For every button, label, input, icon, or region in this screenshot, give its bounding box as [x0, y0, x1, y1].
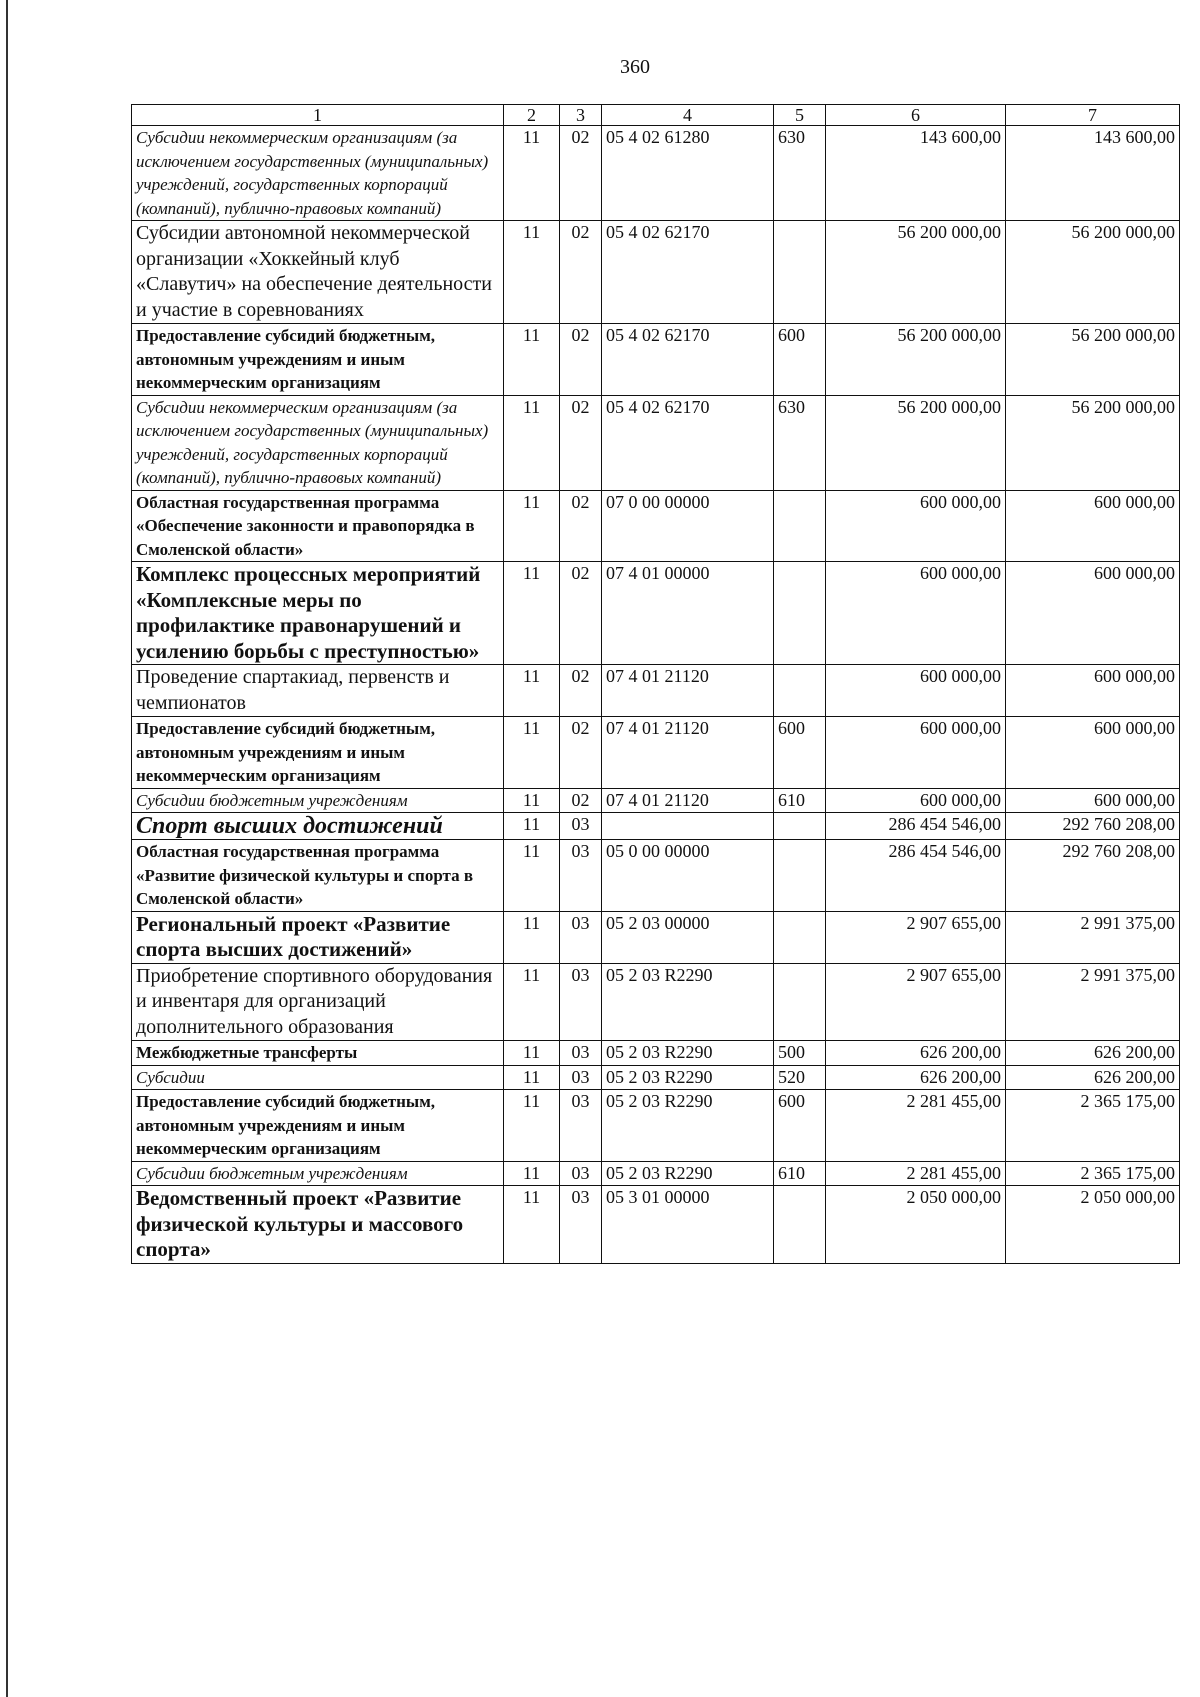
target-article-code: 05 4 02 62170 [602, 395, 774, 490]
subsection-code: 03 [560, 911, 602, 963]
section-code: 11 [504, 717, 560, 789]
amount-year-1: 2 907 655,00 [826, 963, 1006, 1041]
target-article-code: 05 2 03 00000 [602, 911, 774, 963]
target-article-code: 05 2 03 R2290 [602, 1090, 774, 1162]
table-row [132, 1186, 1180, 1264]
section-code: 11 [504, 788, 560, 813]
amount-year-2: 2 991 375,00 [1006, 963, 1180, 1041]
amount-year-2: 292 760 208,00 [1006, 840, 1180, 912]
subsection-code: 02 [560, 562, 602, 665]
amount-year-2: 600 000,00 [1006, 717, 1180, 789]
column-header: 2 [504, 105, 560, 126]
row-name: Субсидии некоммерческим организациям (за исключением государственных (муниципальных) учреждений, государственных корпораций (компаний), публично-правовых компаний) [132, 395, 504, 490]
expense-type-code [774, 1186, 826, 1264]
table-row [132, 126, 1180, 221]
expense-type-code [774, 963, 826, 1041]
subsection-code: 03 [560, 1090, 602, 1162]
amount-year-1: 56 200 000,00 [826, 221, 1006, 324]
expense-type-code: 610 [774, 788, 826, 813]
section-code: 11 [504, 813, 560, 840]
amount-year-2: 626 200,00 [1006, 1041, 1180, 1066]
amount-year-2: 2 365 175,00 [1006, 1090, 1180, 1162]
expense-type-code: 610 [774, 1161, 826, 1186]
row-name: Предоставление субсидий бюджетным, автономным учреждениям и иным некоммерческим организациям [132, 1090, 504, 1162]
target-article-code [602, 813, 774, 840]
table-row [132, 1090, 1180, 1162]
row-name: Спорт высших достижений [132, 813, 504, 840]
amount-year-1: 626 200,00 [826, 1065, 1006, 1090]
row-name: Проведение спартакиад, первенств и чемпионатов [132, 665, 504, 717]
amount-year-1: 2 281 455,00 [826, 1090, 1006, 1162]
target-article-code: 05 4 02 61280 [602, 126, 774, 221]
target-article-code: 05 2 03 R2290 [602, 963, 774, 1041]
target-article-code: 07 4 01 21120 [602, 665, 774, 717]
amount-year-2: 2 050 000,00 [1006, 1186, 1180, 1264]
subsection-code: 02 [560, 126, 602, 221]
subsection-code: 02 [560, 395, 602, 490]
row-name: Комплекс процессных мероприятий «Комплексные меры по профилактике правонарушений и усилению борьбы с преступностью» [132, 562, 504, 665]
amount-year-1: 600 000,00 [826, 562, 1006, 665]
amount-year-1: 2 281 455,00 [826, 1161, 1006, 1186]
row-name: Предоставление субсидий бюджетным, автономным учреждениям и иным некоммерческим организациям [132, 717, 504, 789]
row-name: Предоставление субсидий бюджетным, автономным учреждениям и иным некоммерческим организациям [132, 324, 504, 396]
section-code: 11 [504, 126, 560, 221]
target-article-code: 07 4 01 00000 [602, 562, 774, 665]
amount-year-1: 600 000,00 [826, 490, 1006, 562]
subsection-code: 03 [560, 1186, 602, 1264]
expense-type-code: 600 [774, 1090, 826, 1162]
row-name: Региональный проект «Развитие спорта высших достижений» [132, 911, 504, 963]
amount-year-2: 292 760 208,00 [1006, 813, 1180, 840]
page-number: 360 [620, 56, 650, 78]
table-row [132, 324, 1180, 396]
scan-edge-line [6, 0, 8, 1697]
expense-type-code: 630 [774, 395, 826, 490]
amount-year-2: 626 200,00 [1006, 1065, 1180, 1090]
target-article-code: 05 4 02 62170 [602, 221, 774, 324]
section-code: 11 [504, 221, 560, 324]
column-header: 4 [602, 105, 774, 126]
amount-year-1: 286 454 546,00 [826, 840, 1006, 912]
amount-year-1: 600 000,00 [826, 788, 1006, 813]
amount-year-1: 600 000,00 [826, 717, 1006, 789]
row-name: Субсидии бюджетным учреждениям [132, 1161, 504, 1186]
expense-type-code: 600 [774, 717, 826, 789]
target-article-code: 05 2 03 R2290 [602, 1065, 774, 1090]
section-code: 11 [504, 840, 560, 912]
row-name: Субсидии [132, 1065, 504, 1090]
column-header: 6 [826, 105, 1006, 126]
target-article-code: 05 3 01 00000 [602, 1186, 774, 1264]
subsection-code: 03 [560, 1161, 602, 1186]
section-code: 11 [504, 324, 560, 396]
table-row [132, 395, 1180, 490]
column-header: 1 [132, 105, 504, 126]
subsection-code: 03 [560, 1065, 602, 1090]
target-article-code: 07 4 01 21120 [602, 788, 774, 813]
table-row [132, 717, 1180, 789]
amount-year-1: 2 907 655,00 [826, 911, 1006, 963]
expense-type-code [774, 490, 826, 562]
table-row [132, 1041, 1180, 1066]
amount-year-2: 143 600,00 [1006, 126, 1180, 221]
section-code: 11 [504, 1186, 560, 1264]
table-row [132, 1065, 1180, 1090]
section-code: 11 [504, 911, 560, 963]
table-row [132, 840, 1180, 912]
row-name: Приобретение спортивного оборудования и инвентаря для организаций дополнительного образования [132, 963, 504, 1041]
amount-year-2: 600 000,00 [1006, 665, 1180, 717]
row-name: Субсидии некоммерческим организациям (за исключением государственных (муниципальных) учреждений, государственных корпораций (компаний), публично-правовых компаний) [132, 126, 504, 221]
section-code: 11 [504, 562, 560, 665]
row-name: Областная государственная программа «Развитие физической культуры и спорта в Смоленской области» [132, 840, 504, 912]
expense-type-code [774, 221, 826, 324]
target-article-code: 07 4 01 21120 [602, 717, 774, 789]
expense-type-code [774, 813, 826, 840]
column-header: 5 [774, 105, 826, 126]
expense-type-code [774, 665, 826, 717]
amount-year-2: 56 200 000,00 [1006, 395, 1180, 490]
table-row [132, 221, 1180, 324]
table-row [132, 963, 1180, 1041]
subsection-code: 02 [560, 490, 602, 562]
expense-type-code: 600 [774, 324, 826, 396]
budget-table [131, 104, 1180, 1264]
expense-type-code [774, 562, 826, 665]
subsection-code: 02 [560, 665, 602, 717]
amount-year-2: 600 000,00 [1006, 490, 1180, 562]
row-name: Субсидии автономной некоммерческой организации «Хоккейный клуб «Славутич» на обеспечение деятельности и участие в соревнованиях [132, 221, 504, 324]
expense-type-code [774, 840, 826, 912]
row-name: Межбюджетные трансферты [132, 1041, 504, 1066]
row-name: Субсидии бюджетным учреждениям [132, 788, 504, 813]
section-code: 11 [504, 1041, 560, 1066]
table-row [132, 1161, 1180, 1186]
target-article-code: 07 0 00 00000 [602, 490, 774, 562]
expense-type-code [774, 911, 826, 963]
subsection-code: 02 [560, 324, 602, 396]
target-article-code: 05 0 00 00000 [602, 840, 774, 912]
amount-year-1: 143 600,00 [826, 126, 1006, 221]
row-name: Областная государственная программа «Обеспечение законности и правопорядка в Смоленской области» [132, 490, 504, 562]
subsection-code: 02 [560, 788, 602, 813]
section-code: 11 [504, 1065, 560, 1090]
target-article-code: 05 2 03 R2290 [602, 1041, 774, 1066]
amount-year-1: 56 200 000,00 [826, 324, 1006, 396]
subsection-code: 03 [560, 963, 602, 1041]
section-code: 11 [504, 1161, 560, 1186]
expense-type-code: 520 [774, 1065, 826, 1090]
amount-year-2: 600 000,00 [1006, 562, 1180, 665]
column-number-row [132, 105, 1180, 126]
table-row [132, 911, 1180, 963]
amount-year-2: 2 365 175,00 [1006, 1161, 1180, 1186]
section-code: 11 [504, 395, 560, 490]
subsection-code: 02 [560, 717, 602, 789]
amount-year-1: 600 000,00 [826, 665, 1006, 717]
table-row [132, 562, 1180, 665]
expense-type-code: 500 [774, 1041, 826, 1066]
column-header: 3 [560, 105, 602, 126]
target-article-code: 05 2 03 R2290 [602, 1161, 774, 1186]
amount-year-1: 56 200 000,00 [826, 395, 1006, 490]
section-code: 11 [504, 665, 560, 717]
expense-type-code: 630 [774, 126, 826, 221]
amount-year-1: 626 200,00 [826, 1041, 1006, 1066]
table-row [132, 665, 1180, 717]
target-article-code: 05 4 02 62170 [602, 324, 774, 396]
amount-year-2: 56 200 000,00 [1006, 324, 1180, 396]
amount-year-2: 2 991 375,00 [1006, 911, 1180, 963]
subsection-code: 03 [560, 840, 602, 912]
column-header: 7 [1006, 105, 1180, 126]
row-name: Ведомственный проект «Развитие физической культуры и массового спорта» [132, 1186, 504, 1264]
section-code: 11 [504, 963, 560, 1041]
section-code: 11 [504, 1090, 560, 1162]
amount-year-1: 286 454 546,00 [826, 813, 1006, 840]
subsection-code: 03 [560, 813, 602, 840]
subsection-code: 03 [560, 1041, 602, 1066]
amount-year-1: 2 050 000,00 [826, 1186, 1006, 1264]
table-row [132, 490, 1180, 562]
subsection-code: 02 [560, 221, 602, 324]
table-row [132, 813, 1180, 840]
section-code: 11 [504, 490, 560, 562]
amount-year-2: 600 000,00 [1006, 788, 1180, 813]
amount-year-2: 56 200 000,00 [1006, 221, 1180, 324]
table-row [132, 788, 1180, 813]
